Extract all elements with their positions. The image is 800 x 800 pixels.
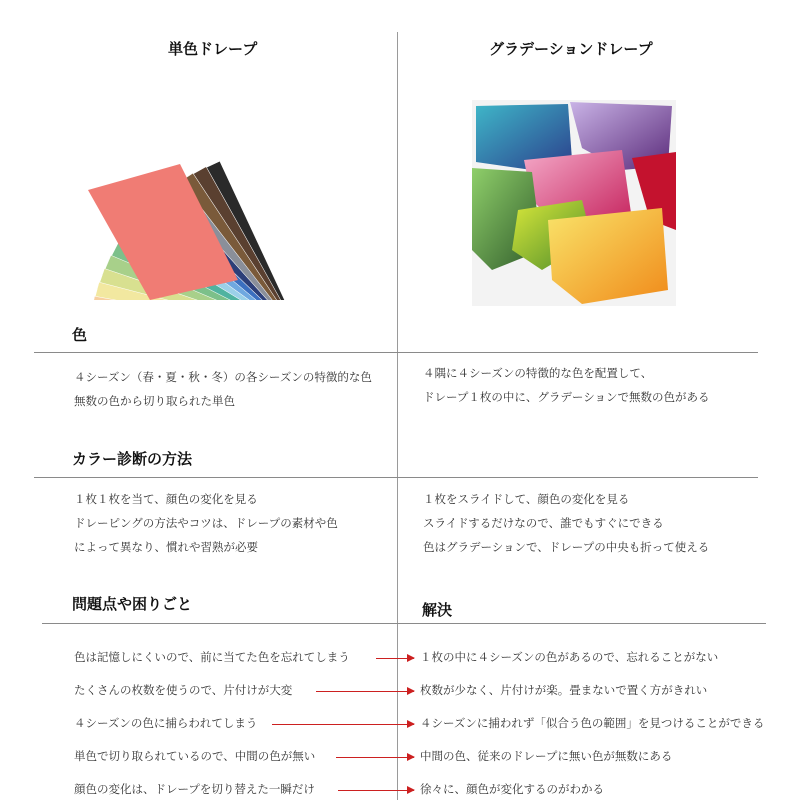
arrow-4 [336, 757, 414, 758]
color-left-line-1: ４シーズン（春・夏・秋・冬）の各シーズンの特徴的な色 [74, 370, 372, 384]
right-column-title: グラデーションドレープ [489, 40, 653, 58]
problem-4: 単色で切り取られているので、中間の色が無い [74, 749, 316, 763]
problems-section-rule [42, 623, 766, 624]
solid-drape-image [88, 120, 350, 300]
arrow-5 [338, 790, 414, 791]
gradient-drape-image [472, 100, 676, 306]
arrow-2 [316, 691, 414, 692]
solution-4: 中間の色、従来のドレープに無い色が無数にある [420, 749, 673, 763]
arrow-3 [272, 724, 414, 725]
method-right-line-1: １枚をスライドして、顔色の変化を見る [423, 492, 630, 506]
method-left-line-3: によって異なり、慣れや習熟が必要 [74, 540, 258, 554]
solutions-heading: 解決 [422, 601, 453, 619]
color-right-line-2: ドレープ１枚の中に、グラデーションで無数の色がある [423, 390, 710, 404]
method-left-line-1: １枚１枚を当て、顔色の変化を見る [74, 492, 258, 506]
method-section-heading: カラー診断の方法 [72, 450, 193, 468]
color-section-heading: 色 [72, 326, 88, 344]
problem-3: ４シーズンの色に捕らわれてしまう [74, 716, 258, 730]
color-right-line-1: ４隅に４シーズンの特徴的な色を配置して、 [423, 366, 653, 380]
problems-heading: 問題点や困りごと [72, 595, 193, 613]
color-section-rule [34, 352, 758, 353]
color-left-line-2: 無数の色から切り取られた単色 [74, 394, 235, 408]
method-right-line-3: 色はグラデーションで、ドレープの中央も折って使える [423, 540, 710, 554]
left-column-title: 単色ドレープ [168, 40, 258, 58]
solution-1: １枚の中に４シーズンの色があるので、忘れることがない [420, 650, 719, 664]
problem-2: たくさんの枚数を使うので、片付けが大変 [74, 683, 293, 697]
solution-3: ４シーズンに捕われず「似合う色の範囲」を見つけることができる [420, 716, 765, 730]
solution-5: 徐々に、顔色が変化するのがわかる [420, 782, 604, 796]
method-right-line-2: スライドするだけなので、誰でもすぐにできる [423, 516, 664, 530]
problem-1: 色は記憶しにくいので、前に当てた色を忘れてしまう [74, 650, 350, 664]
method-left-line-2: ドレーピングの方法やコツは、ドレープの素材や色 [74, 516, 338, 530]
arrow-1 [376, 658, 414, 659]
method-section-rule [34, 477, 758, 478]
solution-2: 枚数が少なく、片付けが楽。畳まないで置く方がきれい [420, 683, 708, 697]
problem-5: 顔色の変化は、ドレープを切り替えた一瞬だけ [74, 782, 315, 796]
column-divider [397, 32, 398, 800]
